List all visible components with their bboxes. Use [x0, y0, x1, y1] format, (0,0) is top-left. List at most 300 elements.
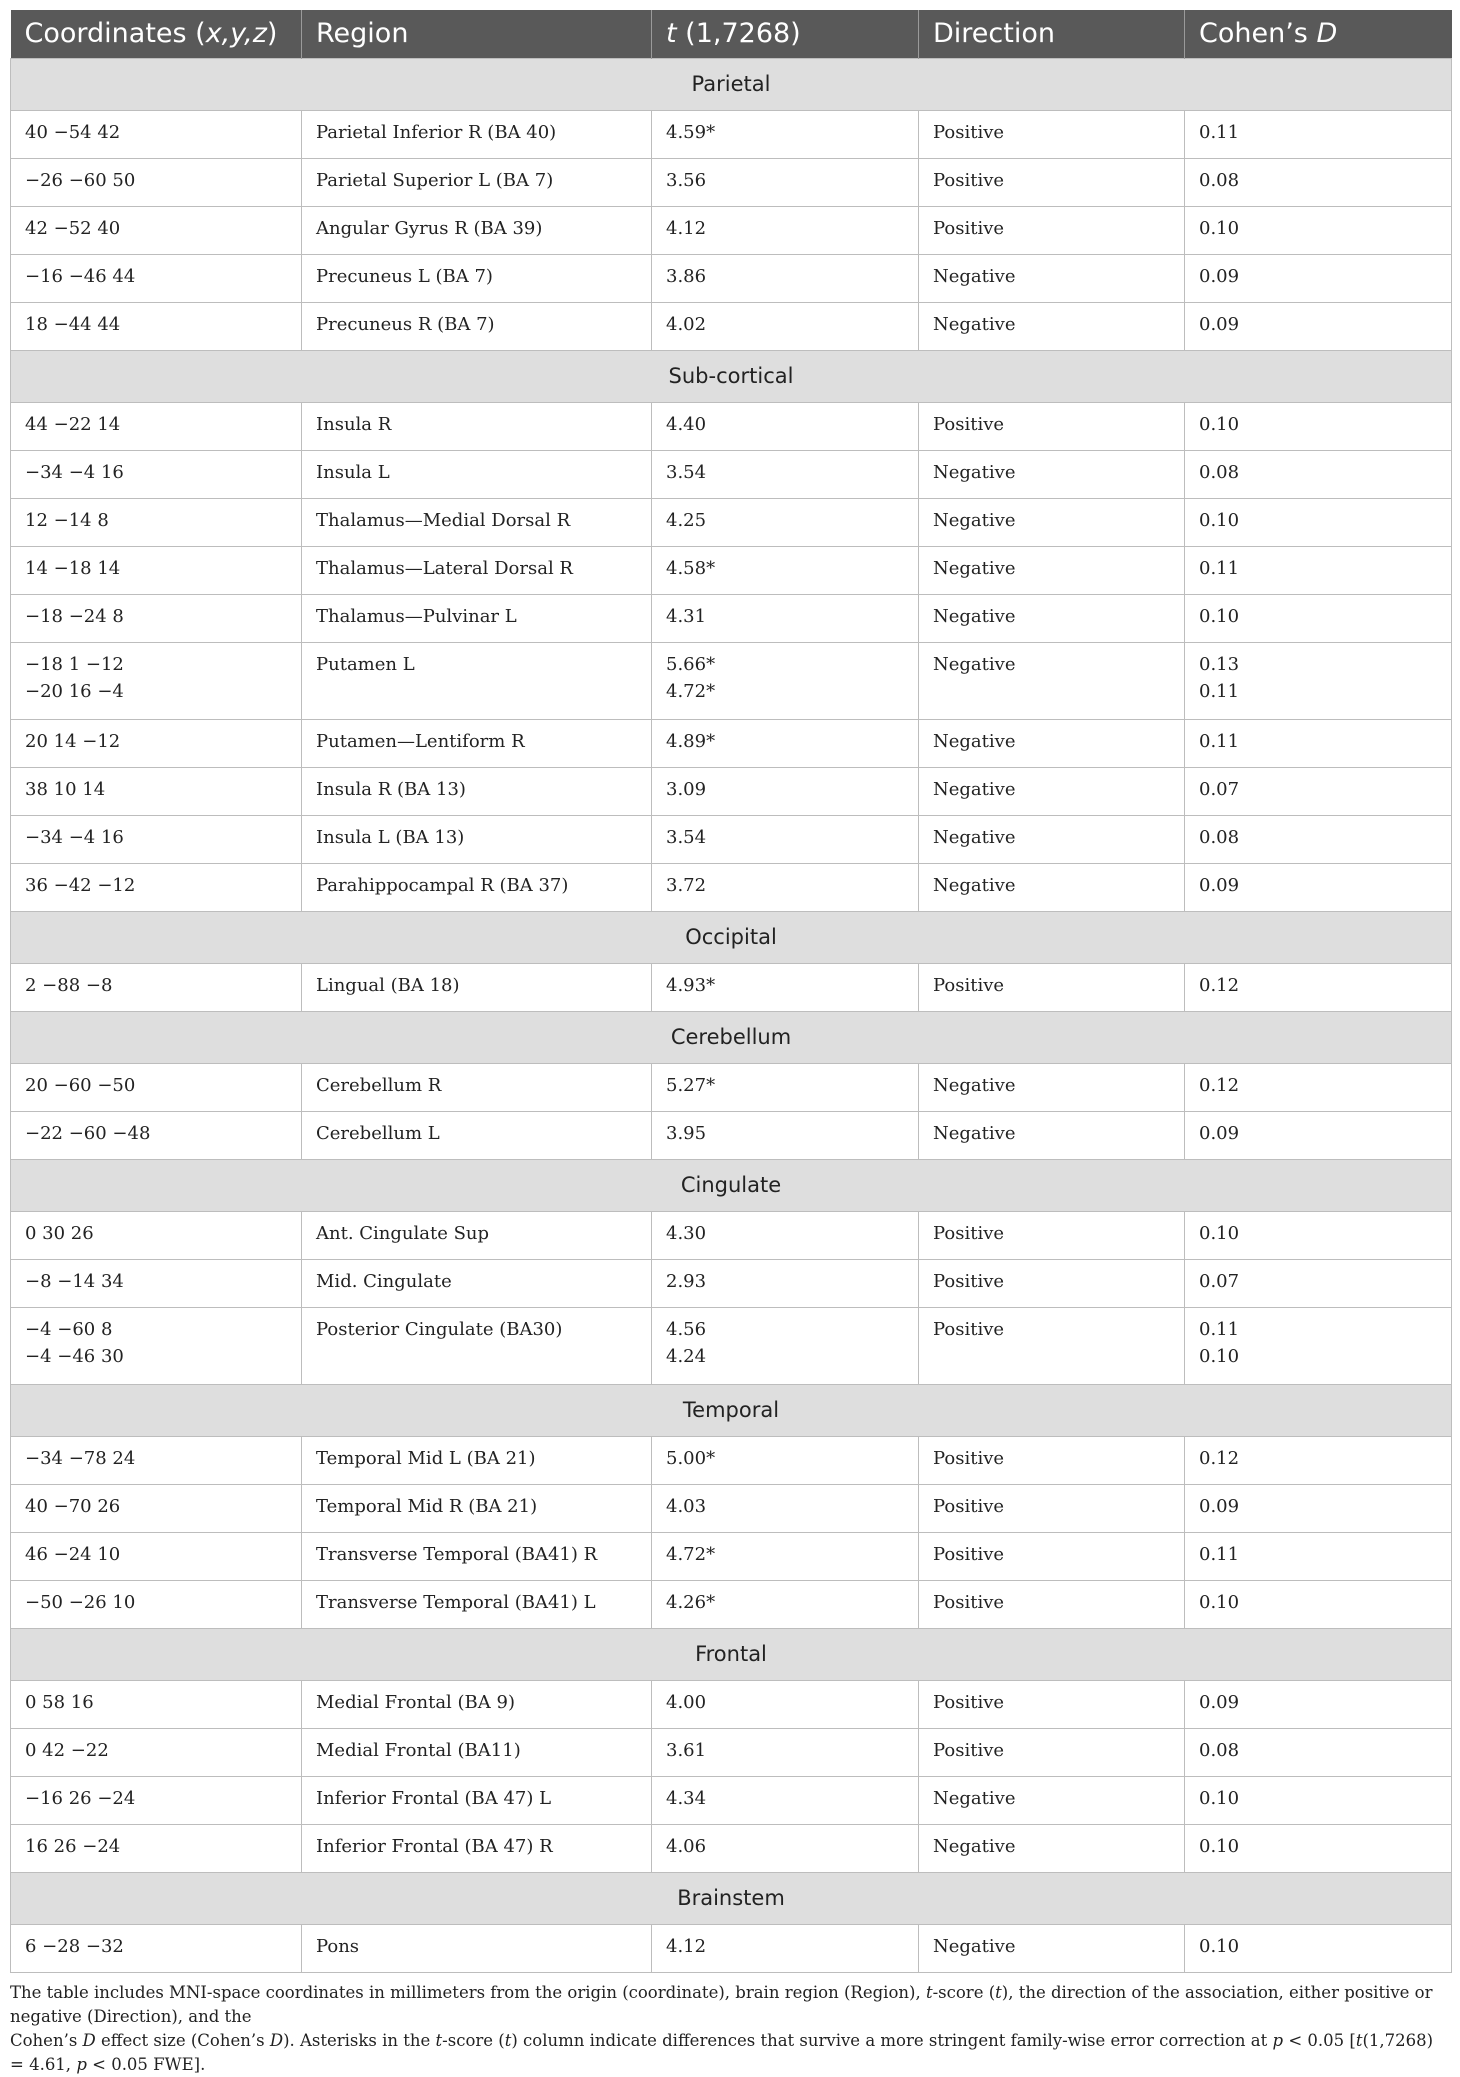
coordinates-cell	[11, 1680, 302, 1728]
coordinates-cell-value: −4 −60 8	[25, 1318, 113, 1340]
t-score-cell-value: 4.06	[666, 1835, 707, 1857]
table-row	[11, 1484, 1452, 1532]
region-cell: Insula L	[302, 450, 652, 498]
coordinates-cell-value: −20 16 −4	[25, 680, 124, 702]
header-text-italic: t	[666, 18, 677, 50]
coordinates-cell-value: −4 −46 30	[25, 1345, 124, 1367]
table-row	[11, 1680, 1452, 1728]
cohens-d-cell-value: 0.11	[1199, 680, 1240, 702]
cohens-d-cell	[1185, 642, 1452, 719]
cohens-d-cell-value: 0.09	[1199, 1122, 1240, 1144]
section-title: Frontal	[11, 1628, 1452, 1680]
t-score-cell	[652, 402, 919, 450]
direction-cell: Positive	[919, 963, 1185, 1011]
table-row	[11, 719, 1452, 767]
footnote-text: ). Asterisks in the	[283, 2030, 436, 2050]
t-score-cell	[652, 1532, 919, 1580]
t-score-cell	[652, 963, 919, 1011]
t-score-cell	[652, 719, 919, 767]
cohens-d-cell-value: 0.11	[1199, 1318, 1240, 1340]
region-cell: Transverse Temporal (BA41) L	[302, 1580, 652, 1628]
region-cell: Medial Frontal (BA11)	[302, 1728, 652, 1776]
cohens-d-cell-value: 0.09	[1199, 1495, 1240, 1517]
header-direction	[919, 10, 1185, 58]
cohens-d-cell-value: 0.10	[1199, 1222, 1240, 1244]
section-row	[11, 1384, 1452, 1436]
section-row	[11, 1628, 1452, 1680]
header-text: Coordinates (	[24, 18, 206, 50]
cohens-d-cell	[1185, 1728, 1452, 1776]
direction-cell: Positive	[919, 206, 1185, 254]
coordinates-cell	[11, 1728, 302, 1776]
coordinates-cell	[11, 719, 302, 767]
t-score-cell	[652, 1259, 919, 1307]
coordinates-cell	[11, 1776, 302, 1824]
t-score-cell	[652, 450, 919, 498]
t-score-cell-value: 4.58*	[666, 557, 716, 579]
direction-cell: Negative	[919, 767, 1185, 815]
direction-cell: Positive	[919, 1436, 1185, 1484]
region-cell: Temporal Mid R (BA 21)	[302, 1484, 652, 1532]
footnote-text: Cohen’s	[10, 2030, 83, 2050]
cohens-d-cell	[1185, 546, 1452, 594]
table-row	[11, 302, 1452, 350]
table-row	[11, 1063, 1452, 1111]
coordinates-cell-value: −22 −60 −48	[25, 1122, 151, 1144]
footnote-text: -score (	[932, 1982, 996, 2002]
t-score-cell	[652, 1307, 919, 1384]
cohens-d-cell	[1185, 302, 1452, 350]
coordinates-cell	[11, 1924, 302, 1972]
t-score-cell	[652, 1211, 919, 1259]
t-score-cell	[652, 302, 919, 350]
t-score-cell	[652, 110, 919, 158]
section-title: Cingulate	[11, 1159, 1452, 1211]
region-cell: Thalamus—Pulvinar L	[302, 594, 652, 642]
footnote-text: t	[504, 2030, 512, 2050]
section-title: Temporal	[11, 1384, 1452, 1436]
coordinates-cell-value: 0 42 −22	[25, 1739, 109, 1761]
coordinates-cell-value: 44 −22 14	[25, 413, 121, 435]
section-row	[11, 58, 1452, 110]
direction-cell: Negative	[919, 1824, 1185, 1872]
t-score-cell	[652, 254, 919, 302]
region-cell: Thalamus—Lateral Dorsal R	[302, 546, 652, 594]
coordinates-cell	[11, 1484, 302, 1532]
direction-cell: Negative	[919, 1063, 1185, 1111]
table-header	[11, 10, 1452, 58]
direction-cell: Positive	[919, 1728, 1185, 1776]
t-score-cell-value: 4.24	[666, 1345, 707, 1367]
coordinates-cell	[11, 1532, 302, 1580]
header-region	[302, 10, 652, 58]
coordinates-cell	[11, 594, 302, 642]
cohens-d-cell-value: 0.10	[1199, 509, 1240, 531]
direction-cell: Negative	[919, 719, 1185, 767]
table-row	[11, 1532, 1452, 1580]
direction-cell: Negative	[919, 254, 1185, 302]
coordinates-cell-value: 0 30 26	[25, 1222, 94, 1244]
cohens-d-cell	[1185, 402, 1452, 450]
t-score-cell	[652, 1728, 919, 1776]
cohens-d-cell-value: 0.10	[1199, 1935, 1240, 1957]
table-row	[11, 963, 1452, 1011]
cohens-d-cell	[1185, 110, 1452, 158]
coordinates-cell	[11, 302, 302, 350]
region-cell: Ant. Cingulate Sup	[302, 1211, 652, 1259]
direction-cell: Negative	[919, 450, 1185, 498]
footnote-text: t	[925, 1982, 933, 2002]
footnote-text: D	[82, 2030, 96, 2050]
coordinates-cell-value: 20 14 −12	[25, 730, 121, 752]
coordinates-cell-value: −16 26 −24	[25, 1787, 136, 1809]
table-row	[11, 110, 1452, 158]
direction-cell: Positive	[919, 158, 1185, 206]
cohens-d-cell	[1185, 1680, 1452, 1728]
coordinates-cell	[11, 1259, 302, 1307]
direction-cell: Positive	[919, 110, 1185, 158]
direction-cell: Positive	[919, 1307, 1185, 1384]
t-score-cell	[652, 546, 919, 594]
cohens-d-cell	[1185, 863, 1452, 911]
coordinates-cell-value: 20 −60 −50	[25, 1074, 136, 1096]
t-score-cell-value: 4.72*	[666, 1543, 716, 1565]
cohens-d-cell-value: 0.08	[1199, 1739, 1240, 1761]
header-text-italic: D	[1316, 18, 1338, 50]
t-score-cell-value: 3.54	[666, 461, 707, 483]
t-score-cell-value: 4.89*	[666, 730, 716, 752]
direction-cell: Positive	[919, 1580, 1185, 1628]
cohens-d-cell	[1185, 1307, 1452, 1384]
cohens-d-cell-value: 0.11	[1199, 730, 1240, 752]
coordinates-cell	[11, 1111, 302, 1159]
cohens-d-cell-value: 0.11	[1199, 557, 1240, 579]
t-score-cell-value: 4.25	[666, 509, 707, 531]
direction-cell: Positive	[919, 402, 1185, 450]
header-text: (1,7268)	[676, 18, 801, 50]
t-score-cell	[652, 1680, 919, 1728]
table-row	[11, 1436, 1452, 1484]
cohens-d-cell	[1185, 1259, 1452, 1307]
table-row	[11, 206, 1452, 254]
region-cell: Insula R (BA 13)	[302, 767, 652, 815]
t-score-cell-value: 4.40	[666, 413, 707, 435]
footnote-text: t	[1355, 2030, 1363, 2050]
coordinates-cell	[11, 498, 302, 546]
cohens-d-cell-value: 0.09	[1199, 313, 1240, 335]
coordinates-cell	[11, 1307, 302, 1384]
t-score-cell-value: 4.72*	[666, 680, 716, 702]
coordinates-cell	[11, 1211, 302, 1259]
footnote-text: effect size (Cohen’s	[95, 2030, 270, 2050]
section-row	[11, 911, 1452, 963]
coordinates-cell	[11, 1063, 302, 1111]
header-text-italic: x,y,z	[205, 18, 267, 50]
t-score-cell	[652, 1776, 919, 1824]
t-score-cell-value: 4.12	[666, 1935, 707, 1957]
cohens-d-cell-value: 0.09	[1199, 874, 1240, 896]
coordinates-cell	[11, 642, 302, 719]
t-score-cell	[652, 1063, 919, 1111]
cohens-d-cell	[1185, 1776, 1452, 1824]
coordinates-cell	[11, 546, 302, 594]
cohens-d-cell-value: 0.12	[1199, 1074, 1240, 1096]
region-cell: Parietal Inferior R (BA 40)	[302, 110, 652, 158]
coordinates-cell-value: 18 −44 44	[25, 313, 121, 335]
section-title: Brainstem	[11, 1872, 1452, 1924]
results-table	[10, 10, 1452, 1973]
coordinates-cell-value: 2 −88 −8	[25, 974, 113, 996]
cohens-d-cell-value: 0.11	[1199, 121, 1240, 143]
cohens-d-cell	[1185, 1924, 1452, 1972]
t-score-cell-value: 3.95	[666, 1122, 707, 1144]
cohens-d-cell-value: 0.08	[1199, 169, 1240, 191]
t-score-cell	[652, 1484, 919, 1532]
cohens-d-cell	[1185, 206, 1452, 254]
region-cell: Putamen L	[302, 642, 652, 719]
region-cell: Temporal Mid L (BA 21)	[302, 1436, 652, 1484]
coordinates-cell	[11, 1580, 302, 1628]
t-score-cell	[652, 1824, 919, 1872]
direction-cell: Negative	[919, 498, 1185, 546]
footnote-text: t	[435, 2030, 443, 2050]
t-score-cell-value: 3.09	[666, 778, 707, 800]
cohens-d-cell-value: 0.11	[1199, 1543, 1240, 1565]
t-score-cell-value: 4.56	[666, 1318, 707, 1340]
header-text: )	[266, 18, 278, 50]
region-cell: Pons	[302, 1924, 652, 1972]
t-score-cell-value: 4.31	[666, 605, 707, 627]
coordinates-cell-value: −26 −60 50	[25, 169, 136, 191]
footnote-text: D	[269, 2030, 284, 2050]
cohens-d-cell-value: 0.08	[1199, 461, 1240, 483]
cohens-d-cell	[1185, 1824, 1452, 1872]
section-row	[11, 1159, 1452, 1211]
table-row	[11, 1307, 1452, 1384]
region-cell: Precuneus R (BA 7)	[302, 302, 652, 350]
cohens-d-cell	[1185, 498, 1452, 546]
t-score-cell-value: 4.30	[666, 1222, 707, 1244]
section-title: Parietal	[11, 58, 1452, 110]
cohens-d-cell	[1185, 1211, 1452, 1259]
t-score-cell-value: 4.93*	[666, 974, 716, 996]
t-score-cell	[652, 767, 919, 815]
region-cell: Parahippocampal R (BA 37)	[302, 863, 652, 911]
direction-cell: Negative	[919, 815, 1185, 863]
footnote-text: (1,7268) = 4.61,	[10, 2030, 1434, 2074]
section-row	[11, 1872, 1452, 1924]
section-title: Cerebellum	[11, 1011, 1452, 1063]
footnote-text: -score (	[442, 2030, 505, 2050]
coordinates-cell-value: 40 −70 26	[25, 1495, 121, 1517]
cohens-d-cell	[1185, 1532, 1452, 1580]
t-score-cell-value: 4.00	[666, 1691, 707, 1713]
cohens-d-cell-value: 0.12	[1199, 1447, 1240, 1469]
cohens-d-cell	[1185, 1436, 1452, 1484]
cohens-d-cell-value: 0.07	[1199, 778, 1240, 800]
cohens-d-cell-value: 0.10	[1199, 1345, 1240, 1367]
header-row	[11, 10, 1452, 58]
table-row	[11, 863, 1452, 911]
direction-cell: Positive	[919, 1680, 1185, 1728]
t-score-cell-value: 3.72	[666, 874, 707, 896]
coordinates-cell	[11, 863, 302, 911]
coordinates-cell	[11, 402, 302, 450]
t-score-cell-value: 4.02	[666, 313, 707, 335]
table-row	[11, 546, 1452, 594]
t-score-cell	[652, 1580, 919, 1628]
footnote-text: < 0.05 FWE].	[86, 2054, 206, 2074]
coordinates-cell-value: −34 −78 24	[25, 1447, 136, 1469]
region-cell: Insula L (BA 13)	[302, 815, 652, 863]
coordinates-cell	[11, 450, 302, 498]
cohens-d-cell	[1185, 158, 1452, 206]
t-score-cell	[652, 1111, 919, 1159]
cohens-d-cell	[1185, 719, 1452, 767]
coordinates-cell-value: 46 −24 10	[25, 1543, 121, 1565]
coordinates-cell	[11, 963, 302, 1011]
region-cell: Inferior Frontal (BA 47) R	[302, 1824, 652, 1872]
t-score-cell	[652, 815, 919, 863]
coordinates-cell-value: −34 −4 16	[25, 461, 124, 483]
t-score-cell	[652, 206, 919, 254]
table-row	[11, 767, 1452, 815]
coordinates-cell-value: −18 −24 8	[25, 605, 124, 627]
cohens-d-cell-value: 0.10	[1199, 1835, 1240, 1857]
t-score-cell	[652, 1436, 919, 1484]
table-row	[11, 450, 1452, 498]
footnote-line	[10, 2029, 1451, 2077]
cohens-d-cell-value: 0.10	[1199, 217, 1240, 239]
coordinates-cell	[11, 815, 302, 863]
direction-cell: Positive	[919, 1211, 1185, 1259]
t-score-cell	[652, 498, 919, 546]
region-cell: Insula R	[302, 402, 652, 450]
cohens-d-cell	[1185, 815, 1452, 863]
footnote-text: ) column indicate differences that survive a more stringent family-wise error correction at	[511, 2030, 1273, 2050]
coordinates-cell-value: 0 58 16	[25, 1691, 94, 1713]
section-title: Sub-cortical	[11, 350, 1452, 402]
cohens-d-cell	[1185, 594, 1452, 642]
region-cell: Posterior Cingulate (BA30)	[302, 1307, 652, 1384]
direction-cell: Positive	[919, 1532, 1185, 1580]
direction-cell: Negative	[919, 863, 1185, 911]
footnote-text: ), the direction of the association, either positive or negative (Direction), and the	[10, 1982, 1433, 2026]
footnote-text: p	[76, 2054, 87, 2074]
coordinates-cell-value: 42 −52 40	[25, 217, 121, 239]
region-cell: Cerebellum R	[302, 1063, 652, 1111]
cohens-d-cell	[1185, 963, 1452, 1011]
coordinates-cell-value: −8 −14 34	[25, 1270, 124, 1292]
t-score-cell-value: 3.61	[666, 1739, 707, 1761]
region-cell: Precuneus L (BA 7)	[302, 254, 652, 302]
cohens-d-cell	[1185, 767, 1452, 815]
cohens-d-cell-value: 0.09	[1199, 1691, 1240, 1713]
coordinates-cell-value: −18 1 −12	[25, 653, 124, 675]
section-title: Occipital	[11, 911, 1452, 963]
coordinates-cell-value: 14 −18 14	[25, 557, 121, 579]
table-row	[11, 642, 1452, 719]
t-score-cell-value: 3.86	[666, 265, 707, 287]
coordinates-cell	[11, 110, 302, 158]
coordinates-cell-value: 16 26 −24	[25, 1835, 121, 1857]
table-row	[11, 498, 1452, 546]
t-score-cell-value: 4.59*	[666, 121, 716, 143]
direction-cell: Negative	[919, 1924, 1185, 1972]
coordinates-cell-value: −34 −4 16	[25, 826, 124, 848]
t-score-cell-value: 4.03	[666, 1495, 707, 1517]
coordinates-cell-value: 12 −14 8	[25, 509, 109, 531]
region-cell: Parietal Superior L (BA 7)	[302, 158, 652, 206]
cohens-d-cell-value: 0.12	[1199, 974, 1240, 996]
cohens-d-cell-value: 0.08	[1199, 826, 1240, 848]
header-text: Cohen’s	[1199, 18, 1317, 50]
coordinates-cell-value: 36 −42 −12	[25, 874, 136, 896]
table-row	[11, 1728, 1452, 1776]
direction-cell: Negative	[919, 302, 1185, 350]
region-cell: Transverse Temporal (BA41) R	[302, 1532, 652, 1580]
cohens-d-cell	[1185, 1063, 1452, 1111]
footnote-text: The table includes MNI-space coordinates in millimeters from the origin (coordinate), brain region (Region),	[10, 1982, 926, 2002]
cohens-d-cell	[1185, 1580, 1452, 1628]
table-footnote	[10, 1981, 1451, 2077]
table-row	[11, 158, 1452, 206]
region-cell: Medial Frontal (BA 9)	[302, 1680, 652, 1728]
direction-cell: Negative	[919, 546, 1185, 594]
cohens-d-cell-value: 0.13	[1199, 653, 1240, 675]
direction-cell: Negative	[919, 1776, 1185, 1824]
section-row	[11, 1011, 1452, 1063]
footnote-line	[10, 1981, 1451, 2029]
t-score-cell-value: 5.27*	[666, 1074, 716, 1096]
t-score-cell-value: 4.12	[666, 217, 707, 239]
cohens-d-cell	[1185, 450, 1452, 498]
footnote-text: t	[995, 1982, 1002, 2002]
table-row	[11, 1580, 1452, 1628]
region-cell: Lingual (BA 18)	[302, 963, 652, 1011]
cohens-d-cell-value: 0.09	[1199, 265, 1240, 287]
t-score-cell	[652, 642, 919, 719]
header-t-score	[652, 10, 919, 58]
direction-cell: Negative	[919, 642, 1185, 719]
cohens-d-cell	[1185, 1484, 1452, 1532]
cohens-d-cell-value: 0.10	[1199, 1591, 1240, 1613]
cohens-d-cell	[1185, 1111, 1452, 1159]
coordinates-cell	[11, 1436, 302, 1484]
header-coordinates	[11, 10, 302, 58]
coordinates-cell-value: 38 10 14	[25, 778, 106, 800]
t-score-cell	[652, 1924, 919, 1972]
coordinates-cell-value: −50 −26 10	[25, 1591, 136, 1613]
region-cell: Putamen—Lentiform R	[302, 719, 652, 767]
section-row	[11, 350, 1452, 402]
region-cell: Mid. Cingulate	[302, 1259, 652, 1307]
cohens-d-cell-value: 0.10	[1199, 1787, 1240, 1809]
region-cell: Inferior Frontal (BA 47) L	[302, 1776, 652, 1824]
cohens-d-cell-value: 0.10	[1199, 413, 1240, 435]
coordinates-cell	[11, 1824, 302, 1872]
t-score-cell-value: 4.34	[666, 1787, 707, 1809]
region-cell: Angular Gyrus R (BA 39)	[302, 206, 652, 254]
footnote-text: < 0.05 [	[1283, 2030, 1356, 2050]
direction-cell: Positive	[919, 1484, 1185, 1532]
table-row	[11, 1211, 1452, 1259]
table-row	[11, 815, 1452, 863]
coordinates-cell-value: 6 −28 −32	[25, 1935, 124, 1957]
cohens-d-cell-value: 0.10	[1199, 605, 1240, 627]
coordinates-cell	[11, 254, 302, 302]
direction-cell: Negative	[919, 1111, 1185, 1159]
